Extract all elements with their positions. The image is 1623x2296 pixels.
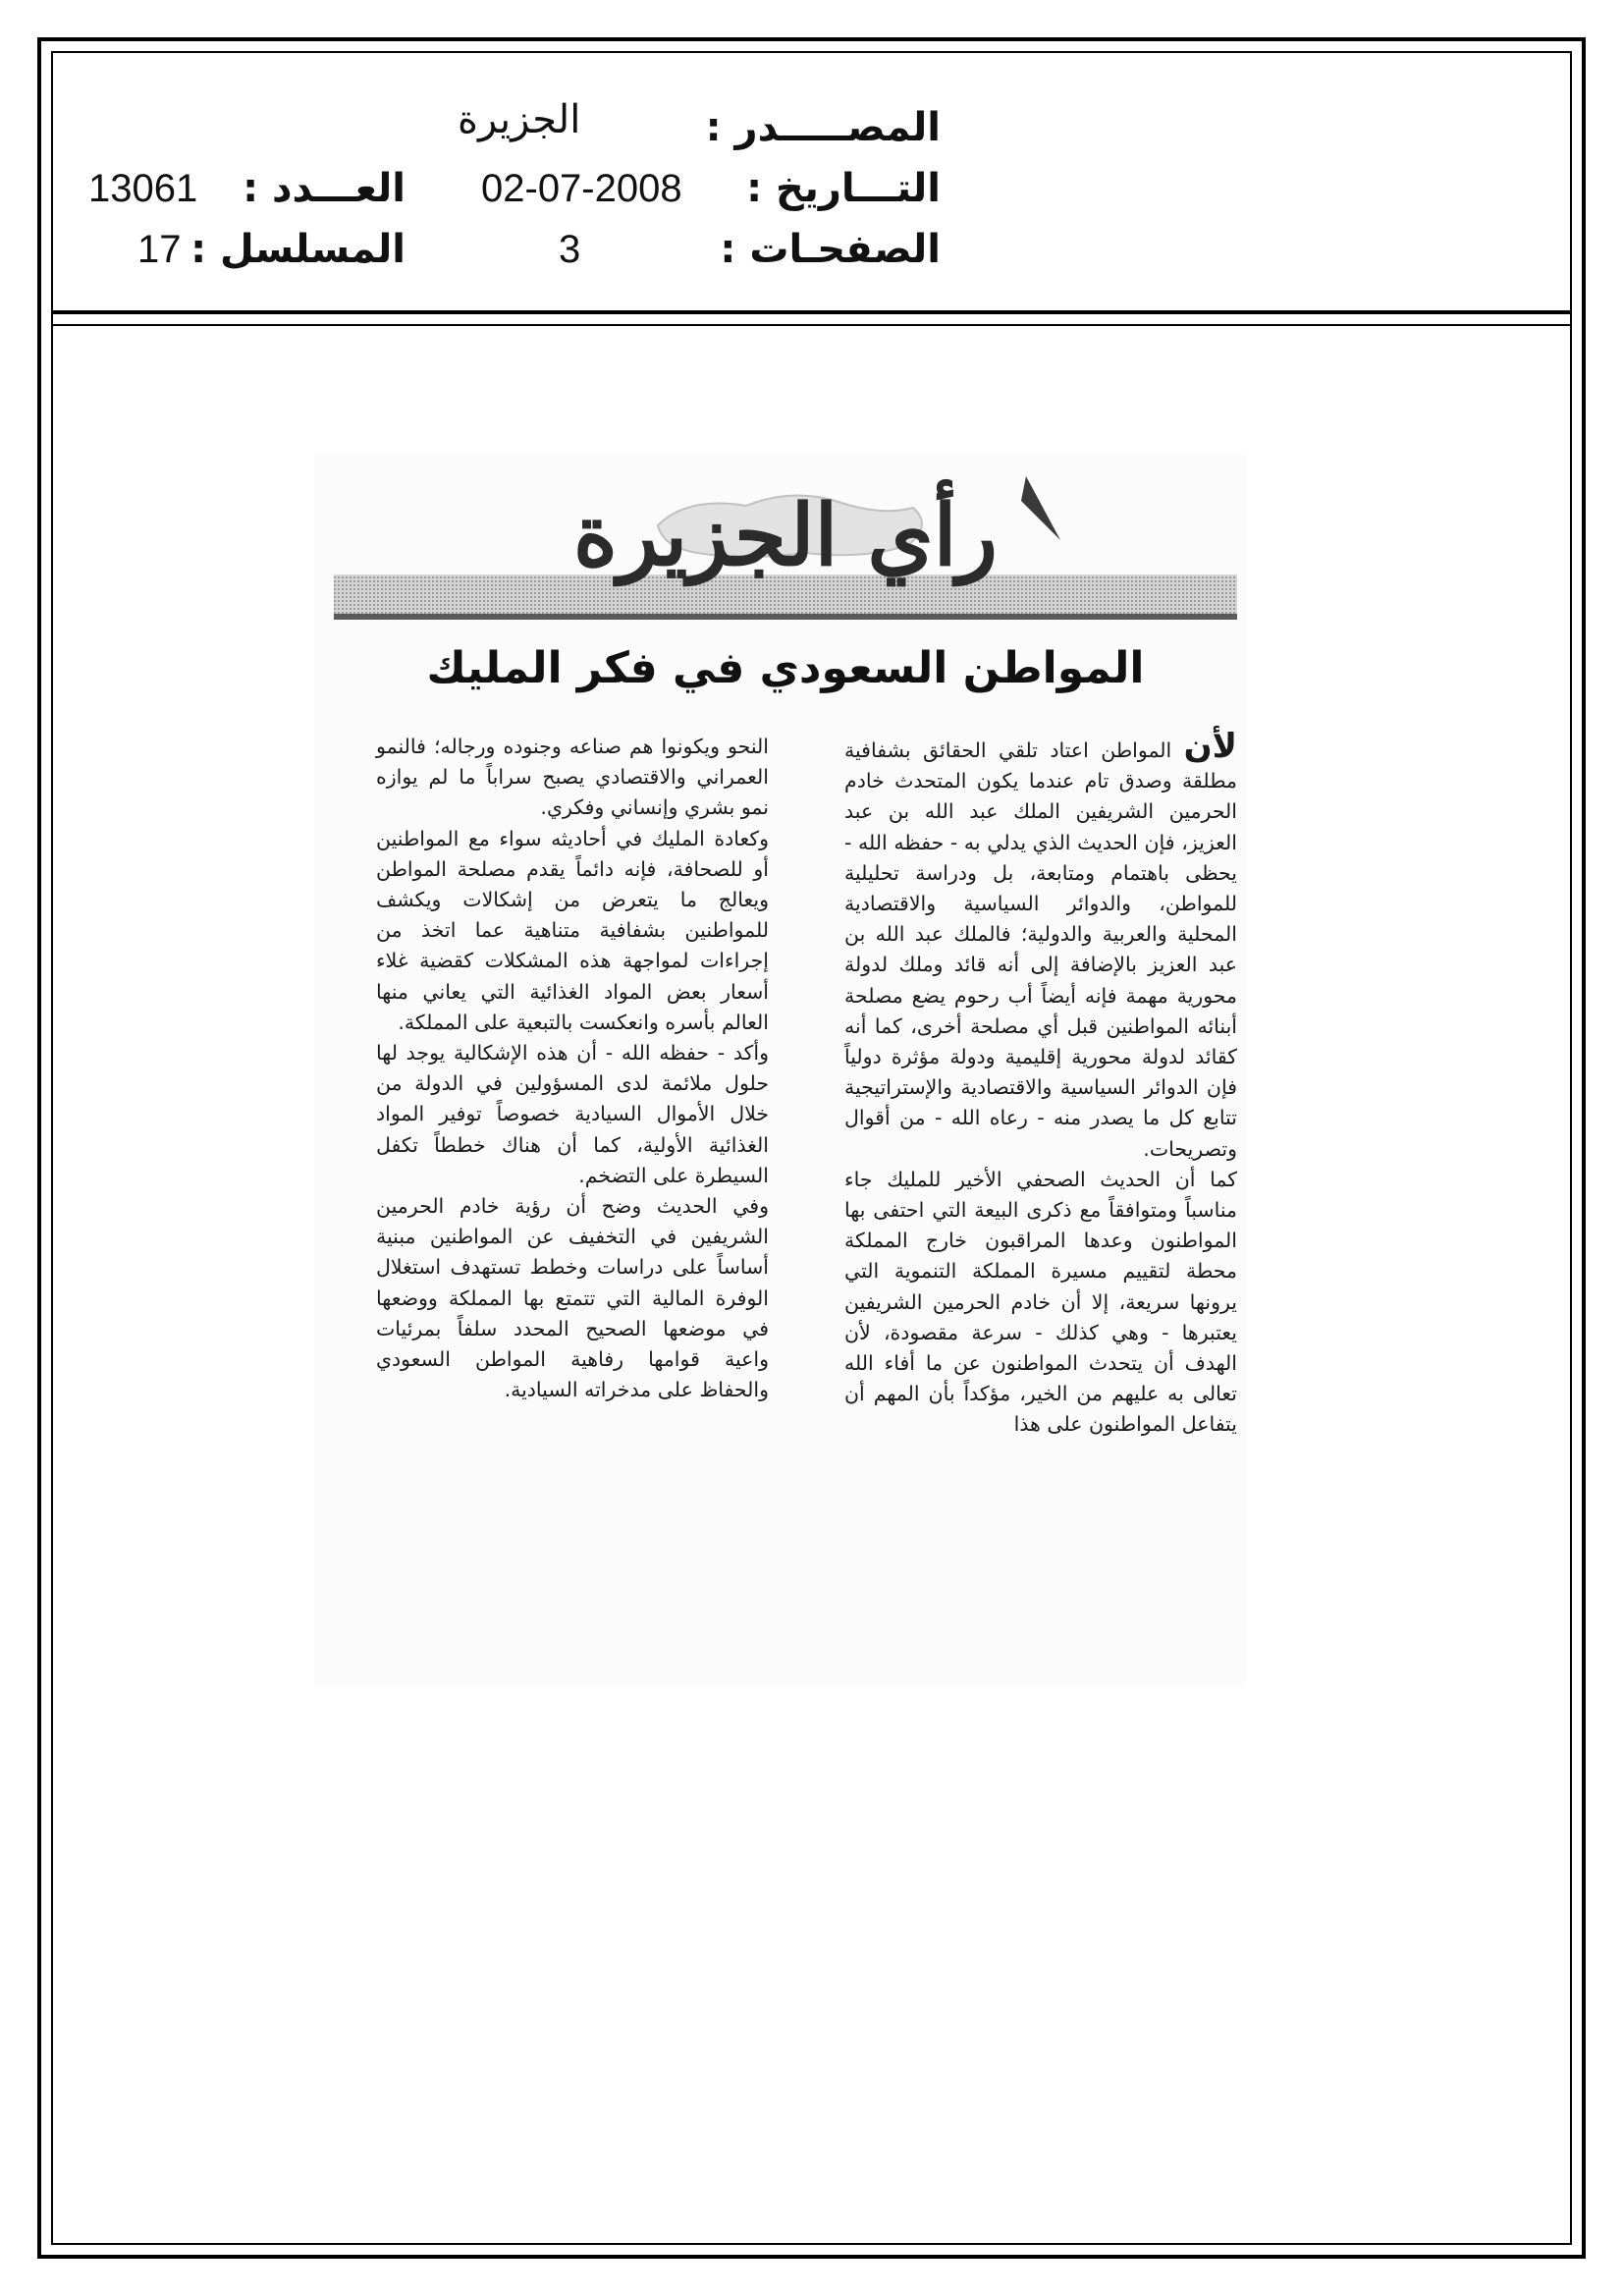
date-label: التـــاريخ : [746,166,941,211]
paragraph: النحو ويكونوا هم صناعه وجنوده ورجاله؛ فالنمو العمراني والاقتصادي يصبح سراباً ما لم يوازه نمو بشري وإنساني وفكري. [376,735,769,820]
header-divider [51,310,1572,314]
header-divider-inner [51,324,1572,326]
paragraph: كما أن الحديث الصحفي الأخير للمليك جاء مناسباً ومتوافقاً مع ذكرى البيعة التي احتفى بها المواطنون وعدها المراقبون خارج المملكة محطة لتقييم مسيرة المملكة التنموية التي يرونها سريعة، إلا أن خادم الحرمين الشريفين يعتبرها - وهي كذلك - سرعة مقصودة، لأن الهدف أن يتحدث المواطنون عن ما أفاء الله تعالى به عليهم من الخير، مؤكداً بأن المهم أن يتفاعل المواطنون على هذا [844,1167,1237,1437]
lead-word: لأن [1183,727,1237,766]
paragraph: المواطن اعتاد تلقي الحقائق بشفافية مطلقة وصدق تام عندما يكون المتحدث خادم الحرمين الشريفين الملك عبد الله بن عبد العزيز، فإن الحديث الذي يدلي به - حفظه الله - يحظى باهتمام ومتابعة، بل ودراسة تحليلية للمواطن، والدوائر السياسية والاقتصادية المحلية والعربية والدولية؛ فالملك عبد الله بن عبد العزيز بالإضافة إلى أنه قائد وملك لدولة محورية مهمة فإنه أيضاً أب رحوم يضع مصلحة أبنائه المواطنين قبل أي مصلحة أخرى، كما أنه كقائد لدولة محورية إقليمية ودولة مؤثرة دولياً فإن الدوائر السياسية والاقتصادية والإستراتيجية تتابع كل ما يصدر منه - رعاه الله - من أقوال وتصريحات. [844,738,1237,1161]
banner-title: رأي الجزيرة [572,486,999,585]
pages-label: الصفحـات : [720,227,941,272]
source-label: المصـــــدر : [705,105,941,150]
source-value: الجزيرة [458,98,581,141]
date-value: 02-07-2008 [481,167,682,210]
paragraph: وأكد - حفظه الله - أن هذه الإشكالية يوجد لها حلول ملائمة لدى المسؤولين في الدولة من خلال الأموال السيادية خصوصاً توفير المواد الغذائية الأولية، كما أن هناك خططاً تكفل السيطرة على التضخم. [376,1041,769,1187]
article-column-left [376,732,769,1405]
column-banner [334,466,1237,633]
serial-label: المسلسل : [190,227,406,272]
issue-label: العـــدد : [243,166,406,211]
pages-value: 3 [559,228,581,271]
article-column-right [844,727,1237,1441]
banner-rule [334,614,1237,620]
issue-value: 13061 [88,167,198,210]
article-headline: المواطن السعودي في فكر المليك [426,643,1145,693]
paragraph: وكعادة المليك في أحاديثه سواء مع المواطنين أو للصحافة، فإنه دائماً يقدم مصلحة المواطن ويعالج ما يتعرض من إشكالات ويكشف للمواطنين بشفافية متناهية عما اتخذ من إجراءات لمواجهة هذه المشكلات كقضية غلاء أسعار بعض المواد الغذائية التي يعاني منها العالم بأسره وانعكست بالتبعية على المملكة. [376,826,769,1034]
serial-value: 17 [137,228,182,271]
paragraph: وفي الحديث وضح أن رؤية خادم الحرمين الشريفين في التخفيف عن المواطنين مبنية أساساً على دراسات وخطط تستهدف استغلال الوفرة المالية التي تتمتع بها المملكة ووضعها في موضعها الصحيح المحدد سلفاً بمرئيات واعية قوامها رفاهية المواطن السعودي والحفاظ على مدخراته السيادية. [376,1194,769,1402]
